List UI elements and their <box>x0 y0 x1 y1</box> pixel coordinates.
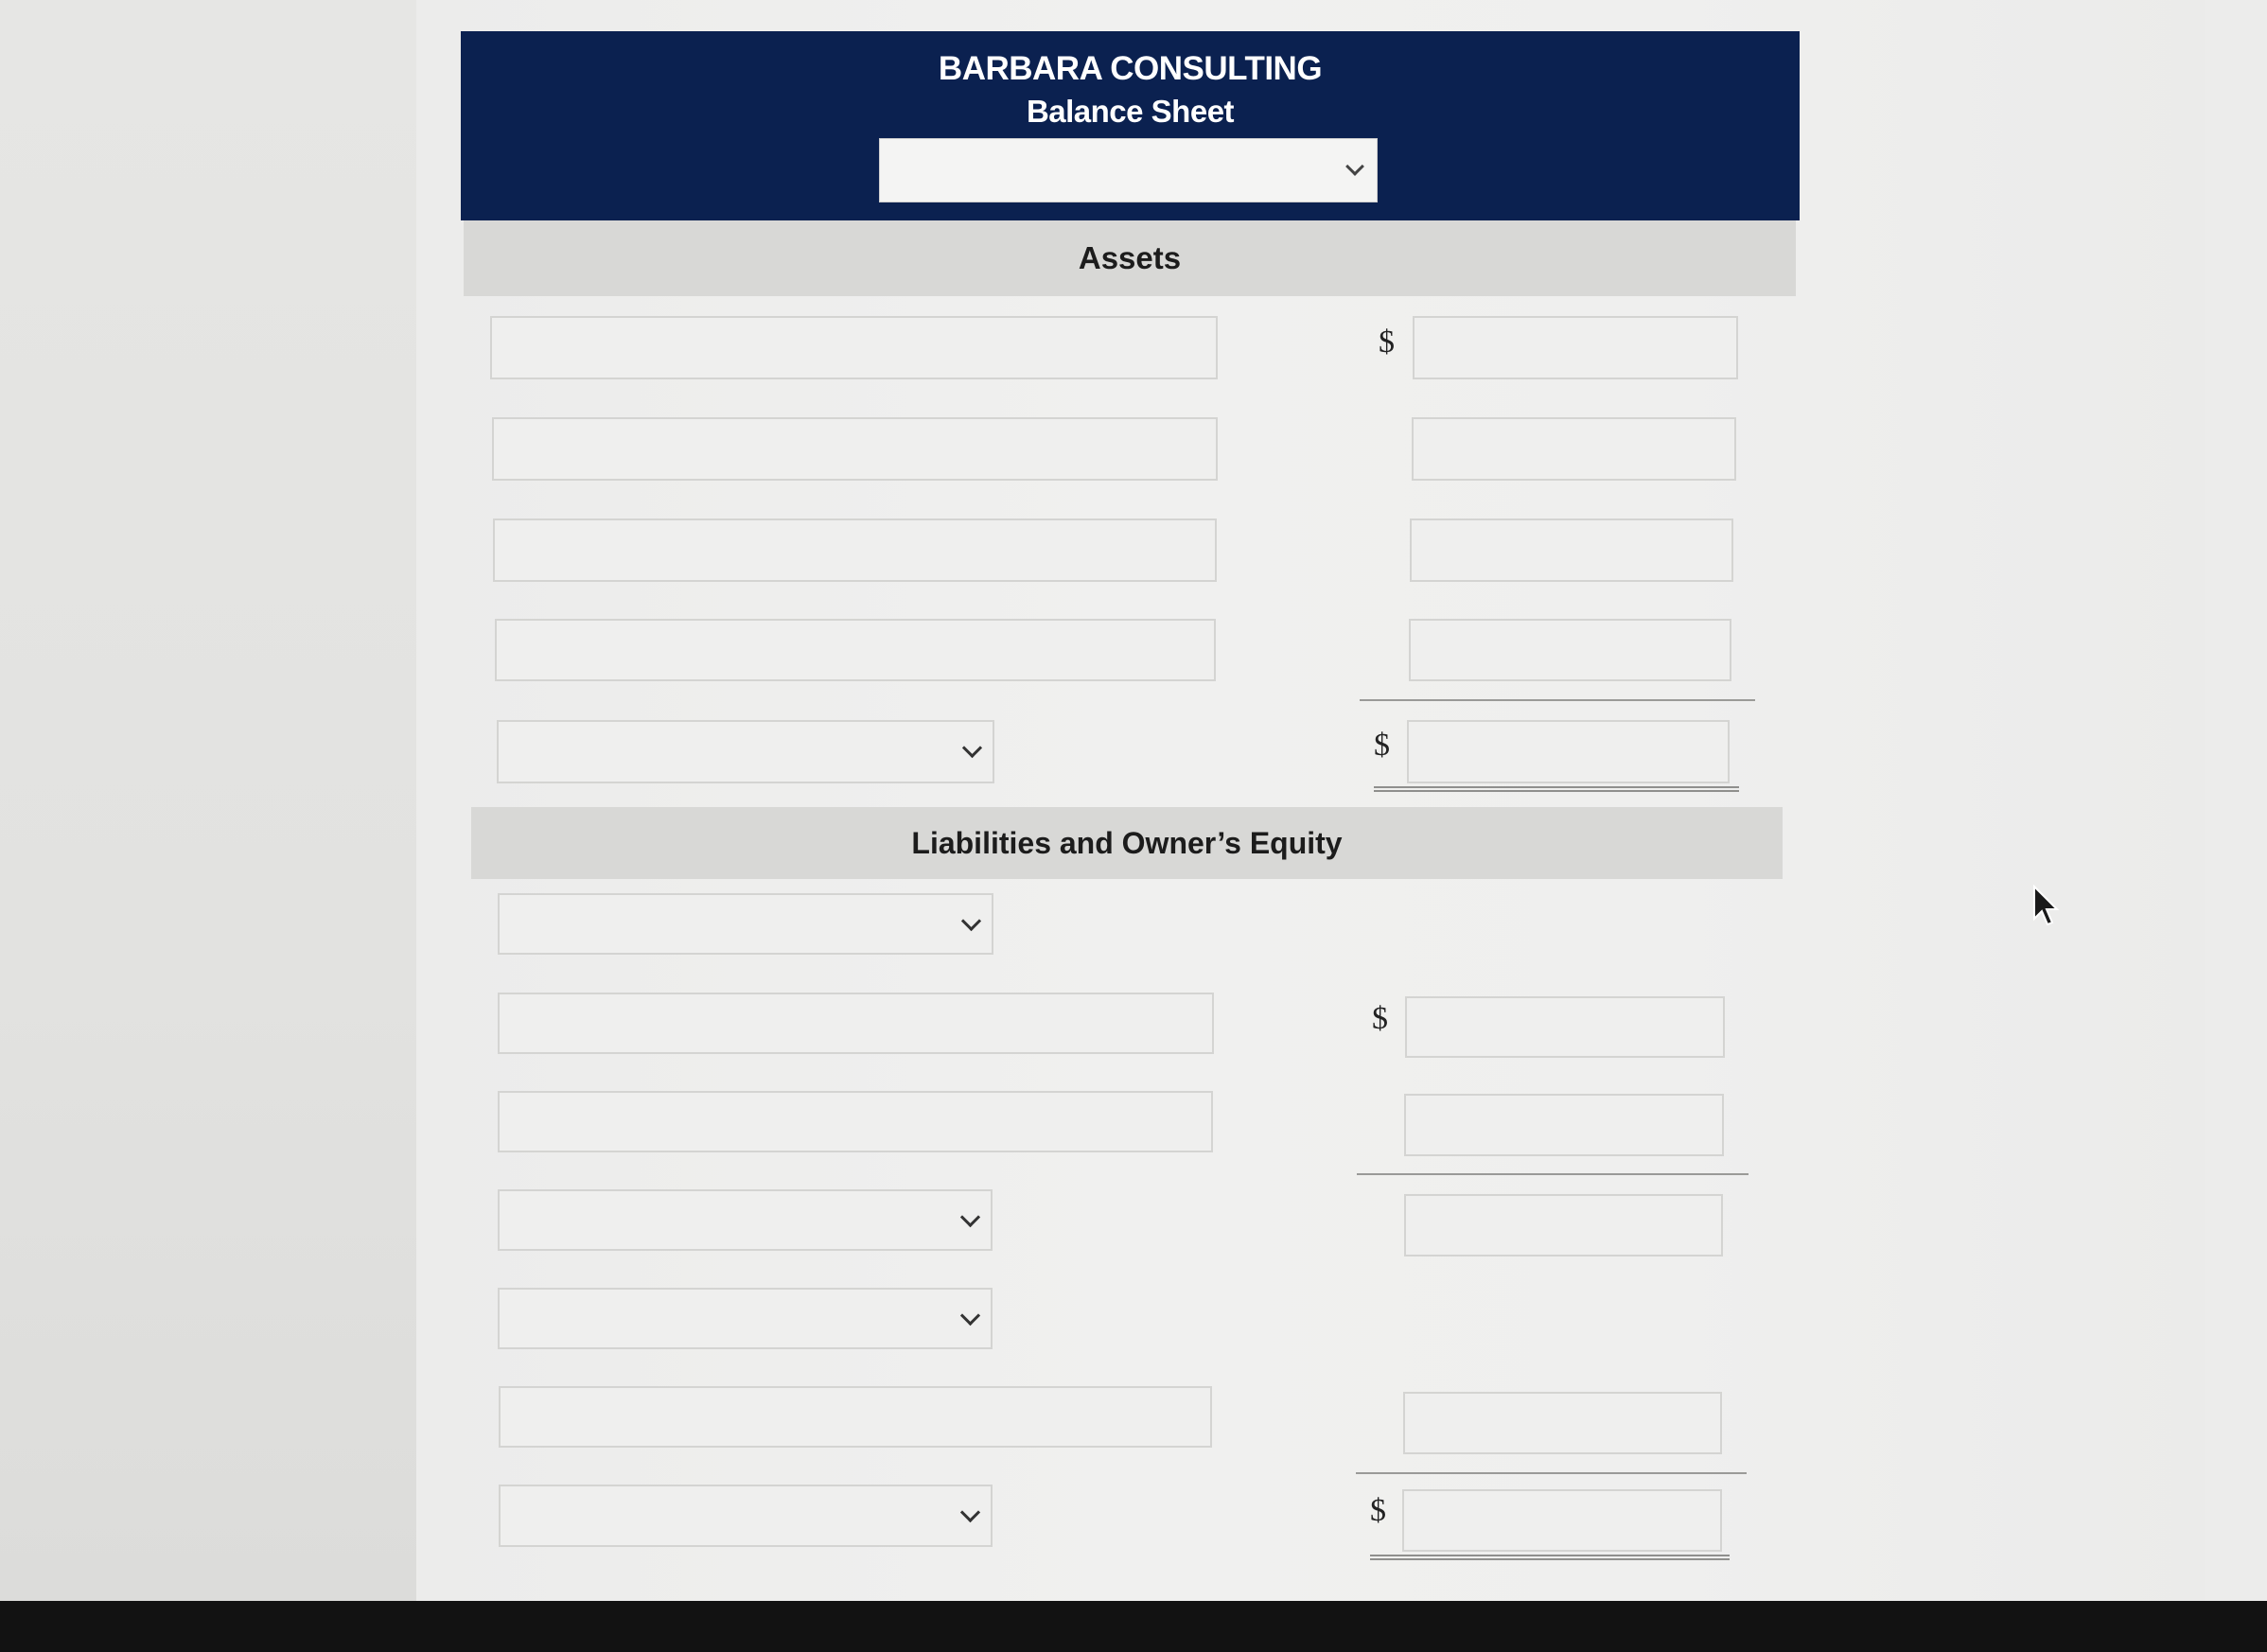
chevron-down-icon <box>960 1306 980 1326</box>
asset-amount-input-3[interactable] <box>1410 518 1733 582</box>
screen-bezel <box>0 1601 2267 1652</box>
equity-amount-input[interactable] <box>1403 1392 1722 1454</box>
dollar-sign: $ <box>1370 1493 1386 1528</box>
total-liabilities-amount-input[interactable] <box>1404 1194 1723 1257</box>
liability-amount-input-1[interactable] <box>1405 996 1725 1058</box>
liability-account-input-1[interactable] <box>498 993 1214 1054</box>
asset-account-input-3[interactable] <box>493 518 1217 582</box>
assets-section-title: Assets <box>464 220 1796 296</box>
dollar-sign: $ <box>1374 728 1390 763</box>
mouse-cursor-icon <box>2032 885 2061 928</box>
total-double-rule <box>1374 786 1739 792</box>
chevron-down-icon <box>962 738 982 758</box>
date-select[interactable] <box>879 138 1378 202</box>
chevron-down-icon <box>1345 157 1364 176</box>
asset-account-input-4[interactable] <box>495 619 1216 681</box>
asset-account-input-1[interactable] <box>490 316 1218 379</box>
balance-sheet-header <box>461 31 1800 220</box>
dollar-sign: $ <box>1372 1001 1388 1036</box>
asset-amount-input-1[interactable] <box>1413 316 1738 379</box>
asset-account-input-2[interactable] <box>492 417 1218 481</box>
asset-amount-input-4[interactable] <box>1409 619 1731 681</box>
dollar-sign: $ <box>1379 325 1395 360</box>
asset-amount-input-2[interactable] <box>1412 417 1736 481</box>
liabilities-heading-select[interactable] <box>498 893 993 955</box>
total-double-rule <box>1370 1555 1730 1560</box>
subtotal-rule <box>1356 1472 1747 1474</box>
owner-equity-heading-select[interactable] <box>498 1288 993 1349</box>
liability-amount-input-2[interactable] <box>1404 1094 1724 1156</box>
statement-title: Balance Sheet <box>1026 94 1235 129</box>
left-margin <box>0 0 416 1608</box>
total-assets-amount-input[interactable] <box>1407 720 1730 783</box>
total-liabilities-equity-amount-input[interactable] <box>1402 1489 1722 1552</box>
liabilities-equity-section-title: Liabilities and Owner’s Equity <box>471 807 1783 879</box>
right-margin <box>2205 0 2267 1608</box>
total-liabilities-select[interactable] <box>498 1189 993 1251</box>
company-name: BARBARA CONSULTING <box>938 50 1323 87</box>
subtotal-rule <box>1360 699 1755 701</box>
equity-account-input[interactable] <box>499 1386 1212 1448</box>
chevron-down-icon <box>960 1503 980 1522</box>
total-liabilities-equity-select[interactable] <box>499 1485 993 1547</box>
total-assets-select[interactable] <box>497 720 994 783</box>
chevron-down-icon <box>960 1207 980 1227</box>
subtotal-rule <box>1357 1173 1749 1175</box>
chevron-down-icon <box>961 911 981 931</box>
liability-account-input-2[interactable] <box>498 1091 1213 1152</box>
